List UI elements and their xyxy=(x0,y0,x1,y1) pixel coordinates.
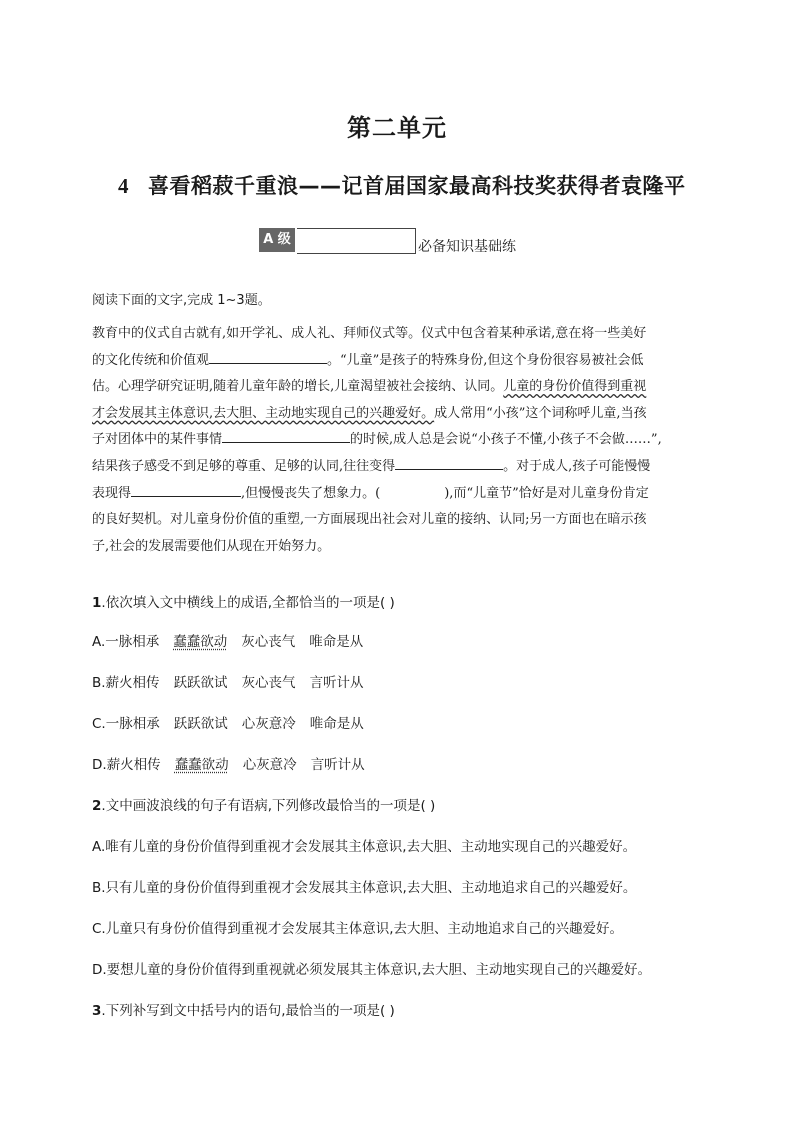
passage-text: 表现得 xyxy=(92,485,132,501)
q2-option-b[interactable]: B.只有儿童的身份价值得到重视才会发展其主体意识,去大胆、主动地追求自己的兴趣爱好。 xyxy=(92,880,637,896)
q1-option-c[interactable] xyxy=(92,712,378,732)
passage-line xyxy=(92,321,712,348)
passage-line xyxy=(92,534,712,561)
wavy-sentence: 才会发展其主体意识,去大胆、主动地实现自己的兴趣爱好。 xyxy=(92,405,435,421)
passage-line xyxy=(92,507,712,534)
option-word: 蠢蠢欲动 xyxy=(173,634,228,650)
option-word: 一脉相承 xyxy=(105,716,160,732)
passage-text: ),而“儿童节”恰好是对儿童身份肯定 xyxy=(444,485,649,501)
option-word: 灰心丧气 xyxy=(241,675,296,691)
fill-blank-1[interactable] xyxy=(209,349,327,364)
option-word: 一脉相承 xyxy=(105,634,160,650)
passage-text: 成人常用“小孩”这个词称呼儿童,当孩 xyxy=(434,405,647,421)
option-word: 心灰意冷 xyxy=(242,757,297,773)
question-number: 1 xyxy=(92,595,102,611)
passage-text: 估。心理学研究证明,随着儿童年龄的增长,儿童渴望被社会接纳、认同。 xyxy=(92,379,504,395)
q2-option-d[interactable]: D.要想儿童的身份价值得到重视就必须发展其主体意识,去大胆、主动地实现自己的兴趣爱好。 xyxy=(92,962,651,978)
passage-text: 子,社会的发展需要他们从现在开始努力。 xyxy=(92,538,331,554)
q1-option-a[interactable] xyxy=(92,630,377,650)
option-letter: C. xyxy=(92,716,106,732)
level-score-box xyxy=(297,228,416,254)
question-text: .文中画波浪线的句子有语病,下列修改最恰当的一项是( ) xyxy=(101,798,436,814)
lesson-title xyxy=(118,170,686,200)
q1-option-d[interactable] xyxy=(92,753,379,773)
option-letter: D. xyxy=(92,757,107,773)
passage-line xyxy=(92,348,712,375)
option-word: 蠢蠢欲动 xyxy=(174,757,229,773)
question-text: .依次填入文中横线上的成语,全都恰当的一项是( ) xyxy=(101,595,395,611)
option-word: 薪火相传 xyxy=(106,757,161,773)
passage-text: 的文化传统和价值观 xyxy=(92,352,210,368)
passage-line xyxy=(92,374,712,401)
passage-text: 子对团体中的某件事情 xyxy=(92,432,223,448)
option-word: 唯命是从 xyxy=(309,716,364,732)
question-text: .下列补写到文中括号内的语句,最恰当的一项是( ) xyxy=(101,1003,395,1019)
option-word: 跃跃欲试 xyxy=(173,675,228,691)
option-letter: B. xyxy=(92,675,106,691)
passage-text: ,但慢慢丧失了想象力。( xyxy=(241,485,381,501)
unit-title: 第二单元 xyxy=(347,113,447,142)
question-number: 2 xyxy=(92,798,102,814)
question-2-stem xyxy=(92,794,435,814)
question-1-stem xyxy=(92,591,395,611)
passage-line xyxy=(92,454,712,481)
question-3-stem xyxy=(92,999,395,1019)
passage-text: 教育中的仪式自古就有,如开学礼、成人礼、拜师仪式等。仪式中包含着某种承诺,意在将一些美好 xyxy=(92,326,647,341)
passage-line xyxy=(92,401,712,428)
reading-passage xyxy=(92,321,712,560)
option-word: 唯命是从 xyxy=(309,634,364,650)
lesson-title-text: 喜看稻菽千重浪——记首届国家最高科技奖获得者袁隆平 xyxy=(148,174,686,198)
passage-line xyxy=(92,427,712,454)
q1-option-b[interactable] xyxy=(92,671,378,691)
passage-line xyxy=(92,481,712,508)
level-badge: A 级 xyxy=(259,228,295,252)
fill-blank-3[interactable] xyxy=(395,455,503,470)
option-word: 言听计从 xyxy=(309,675,364,691)
passage-text: 。“儿童”是孩子的特殊身份,但这个身份很容易被社会低 xyxy=(327,352,644,368)
option-letter: A. xyxy=(92,634,106,650)
option-word: 心灰意冷 xyxy=(241,716,296,732)
reading-instruction: 阅读下面的文字,完成 1~3题。 xyxy=(92,293,271,308)
q2-option-c[interactable]: C.儿童只有身份价值得到重视才会发展其主体意识,去大胆、主动地追求自己的兴趣爱好。 xyxy=(92,921,624,937)
option-word: 跃跃欲试 xyxy=(173,716,228,732)
option-word: 薪火相传 xyxy=(105,675,160,691)
passage-text: 的良好契机。对儿童身份价值的重塑,一方面展现出社会对儿童的接纳、认同;另一方面也在暗示孩 xyxy=(92,512,647,528)
passage-text: 的时候,成人总是会说“小孩子不懂,小孩子不会做……”, xyxy=(350,432,662,448)
option-word: 灰心丧气 xyxy=(241,634,296,650)
passage-text: 。对于成人,孩子可能慢慢 xyxy=(503,458,651,474)
fill-blank-4[interactable] xyxy=(131,482,241,497)
option-word: 言听计从 xyxy=(310,757,365,773)
wavy-sentence: 儿童的身份价值得到重视 xyxy=(503,379,647,395)
fill-blank-2[interactable] xyxy=(222,428,350,443)
lesson-number: 4 xyxy=(118,174,129,198)
passage-text: 结果孩子感受不到足够的尊重、足够的认同,往往变得 xyxy=(92,458,396,474)
question-number: 3 xyxy=(92,1003,102,1019)
q2-option-a[interactable]: A.唯有儿童的身份价值得到重视才会发展其主体意识,去大胆、主动地实现自己的兴趣爱好。 xyxy=(92,839,637,855)
level-label: 必备知识基础练 xyxy=(418,239,516,255)
